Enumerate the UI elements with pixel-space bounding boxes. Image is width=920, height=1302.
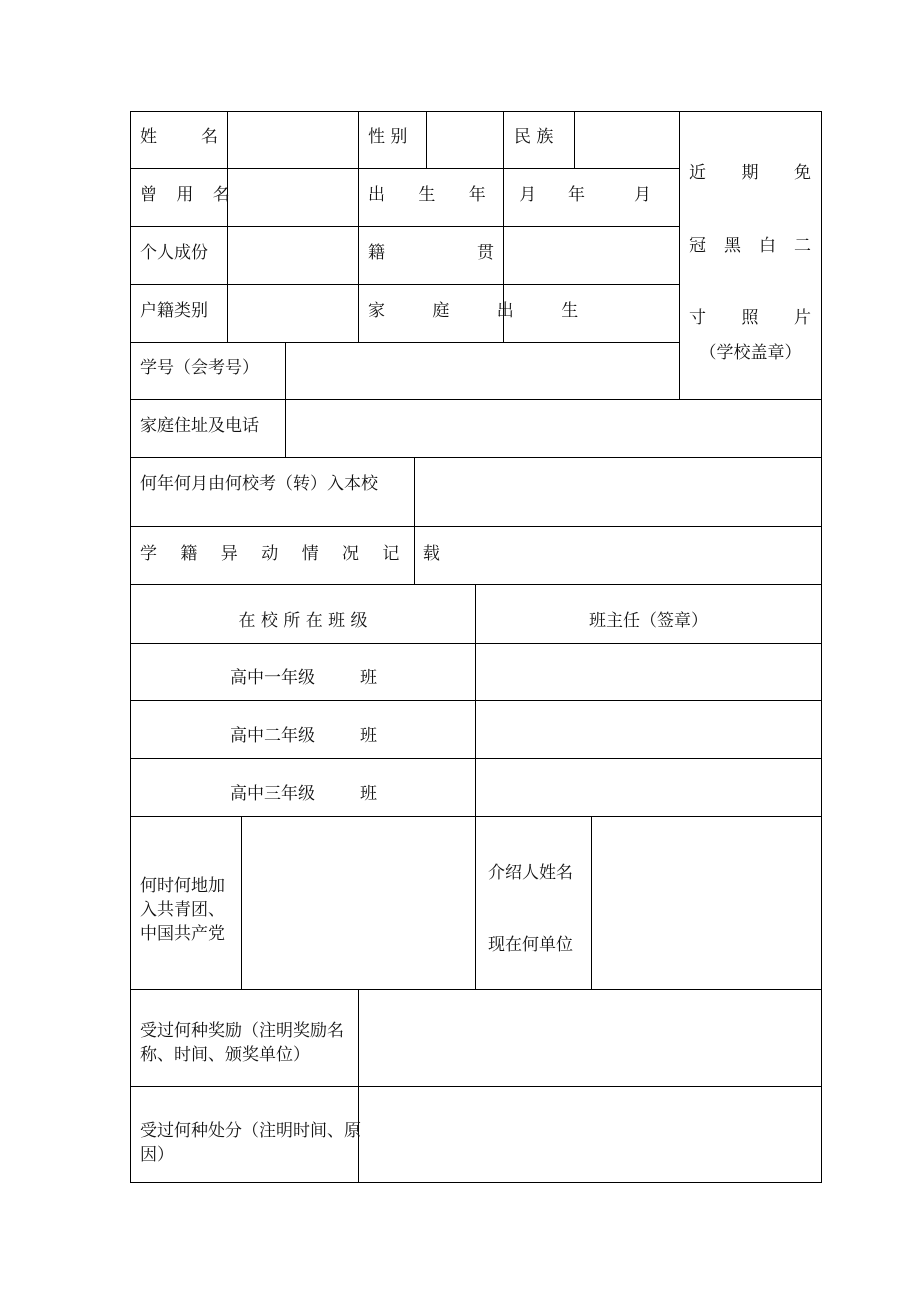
birth-month-label[interactable]: 月 [634, 185, 651, 205]
grade-3-class-label: 班 [360, 784, 377, 804]
grade-1-class-label: 班 [360, 668, 377, 688]
class-header: 在 校 所 在 班 级 [238, 611, 368, 631]
punishment-input[interactable] [359, 1087, 821, 1182]
introducer-name-label: 介绍人姓名 [488, 863, 573, 883]
birth-year-label[interactable]: 年 [568, 185, 585, 205]
grade-3-label: 高中三年级 [230, 784, 315, 804]
native-place-label: 籍 贯 [368, 243, 494, 263]
col-divider [358, 111, 359, 342]
address-phone-label: 家庭住址及电话 [140, 416, 259, 436]
native-place-input[interactable] [504, 227, 679, 284]
grade-2-class-label: 班 [360, 726, 377, 746]
student-id-input[interactable] [286, 343, 679, 399]
photo-box[interactable] [680, 112, 821, 399]
current-work-unit-label: 现在何单位 [488, 935, 573, 955]
form-border-bottom [130, 1182, 822, 1183]
form-border-left [130, 111, 131, 1183]
grade-2-label: 高中二年级 [230, 726, 315, 746]
ethnic-label: 民 族 [514, 127, 554, 147]
student-id-label: 学号（会考号） [140, 358, 259, 378]
photo-line-2: 冠 黑 白 二 [689, 236, 811, 256]
row-divider [130, 584, 822, 585]
head-teacher-header: 班主任（签章） [589, 611, 708, 631]
introducer-info-input[interactable] [592, 817, 821, 989]
birth-date-label: 出 生 年 月 [368, 185, 551, 205]
enrollment-label: 何年何月由何校考（转）入本校 [140, 474, 378, 494]
personal-status-label: 个人成份 [140, 243, 208, 263]
family-origin-label: 家 庭 出 生 [368, 301, 600, 321]
gender-label: 性 别 [368, 127, 408, 147]
punishment-label: 受过何种处分（注明时间、原因） [140, 1121, 361, 1165]
name-label: 姓 名 [140, 127, 218, 147]
personal-status-input[interactable] [228, 227, 358, 284]
league-join-input[interactable] [242, 817, 475, 989]
awards-label: 受过何种奖励（注明奖励名称、时间、颁奖单位） [140, 1021, 344, 1065]
row-divider [130, 168, 680, 169]
gender-input[interactable] [427, 112, 503, 168]
grade-3-teacher-input[interactable] [476, 759, 821, 816]
awards-input[interactable] [359, 990, 821, 1086]
status-change-label: 学 籍 异 动 情 况 记 载 [140, 544, 449, 564]
photo-line-3: 寸 照 片 [689, 308, 811, 328]
form-border-right [821, 111, 822, 1183]
grade-2-teacher-input[interactable] [476, 701, 821, 758]
former-name-input[interactable] [228, 169, 358, 226]
enrollment-input[interactable] [415, 458, 821, 526]
grade-1-teacher-input[interactable] [476, 644, 821, 700]
league-join-label: 何时何地加入共青团、中国共产党 [140, 876, 225, 944]
photo-line-1: 近 期 免 [689, 163, 811, 183]
school-seal-note: （学校盖章） [699, 343, 802, 363]
former-name-label: 曾 用 名 [140, 185, 237, 205]
grade-1-label: 高中一年级 [230, 668, 315, 688]
hukou-type-input[interactable] [228, 285, 358, 342]
hukou-type-label: 户籍类别 [140, 301, 208, 321]
status-change-input[interactable] [415, 527, 821, 584]
name-input[interactable] [228, 112, 358, 168]
family-origin-input[interactable] [504, 285, 679, 342]
address-phone-input[interactable] [286, 400, 821, 457]
ethnic-input[interactable] [575, 112, 679, 168]
